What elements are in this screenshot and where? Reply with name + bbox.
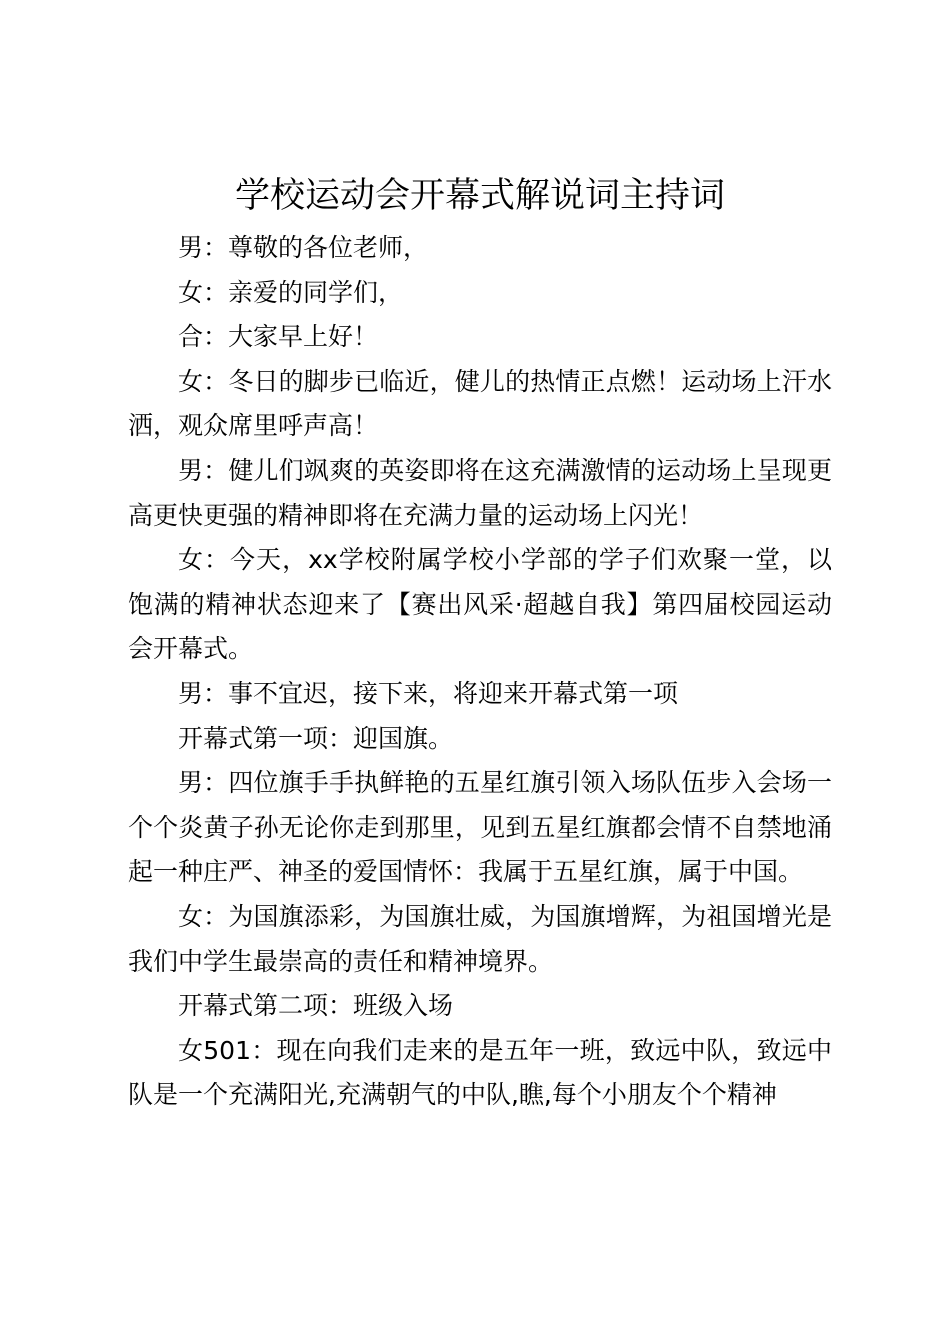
paragraph-flag-male: 男：四位旗手手执鲜艳的五星红旗引领入场队伍步入会场一个个炎黄子孙无论你走到那里，见到五星红旗都会情不自禁地涌起一种庄严、神圣的爱国情怀：我属于五星红旗，属于中国。 xyxy=(128,768,832,887)
paragraph-greeting-male: 男：尊敬的各位老师， xyxy=(178,233,429,262)
paragraph-class-501: 女501：现在向我们走来的是五年一班，致远中队，致远中队是一个充满阳光,充满朝气的中队,瞧,每个小朋友个个精神 xyxy=(128,1035,832,1110)
document-title: 学校运动会开幕式解说词主持词 xyxy=(234,176,725,216)
paragraph-greeting-together: 合：大家早上好！ xyxy=(178,322,379,352)
paragraph-greeting-female: 女：亲爱的同学们， xyxy=(178,277,404,307)
paragraph-transition-male: 男：事不宜迟，接下来，将迎来开幕式第一项 xyxy=(178,678,679,708)
document-page xyxy=(128,170,832,1118)
paragraph-item-one: 开幕式第一项：迎国旗。 xyxy=(178,723,454,753)
paragraph-flag-female: 女：为国旗添彩，为国旗壮威，为国旗增辉，为祖国增光是我们中学生最崇高的责任和精神境界。 xyxy=(128,901,832,976)
paragraph-intro-male: 男：健儿们飒爽的英姿即将在这充满激情的运动场上呈现更高更快更强的精神即将在充满力量的运动场上闪光！ xyxy=(128,455,832,530)
paragraph-intro-female: 女：冬日的脚步已临近，健儿的热情正点燃！运动场上汗水洒，观众席里呼声高！ xyxy=(128,366,832,441)
paragraph-opening-female: 女：今天，xx学校附属学校小学部的学子们欢聚一堂，以饱满的精神状态迎来了【赛出风采·超越自我】第四届校园运动会开幕式。 xyxy=(128,545,832,664)
paragraph-item-two: 开幕式第二项：班级入场 xyxy=(178,991,454,1021)
